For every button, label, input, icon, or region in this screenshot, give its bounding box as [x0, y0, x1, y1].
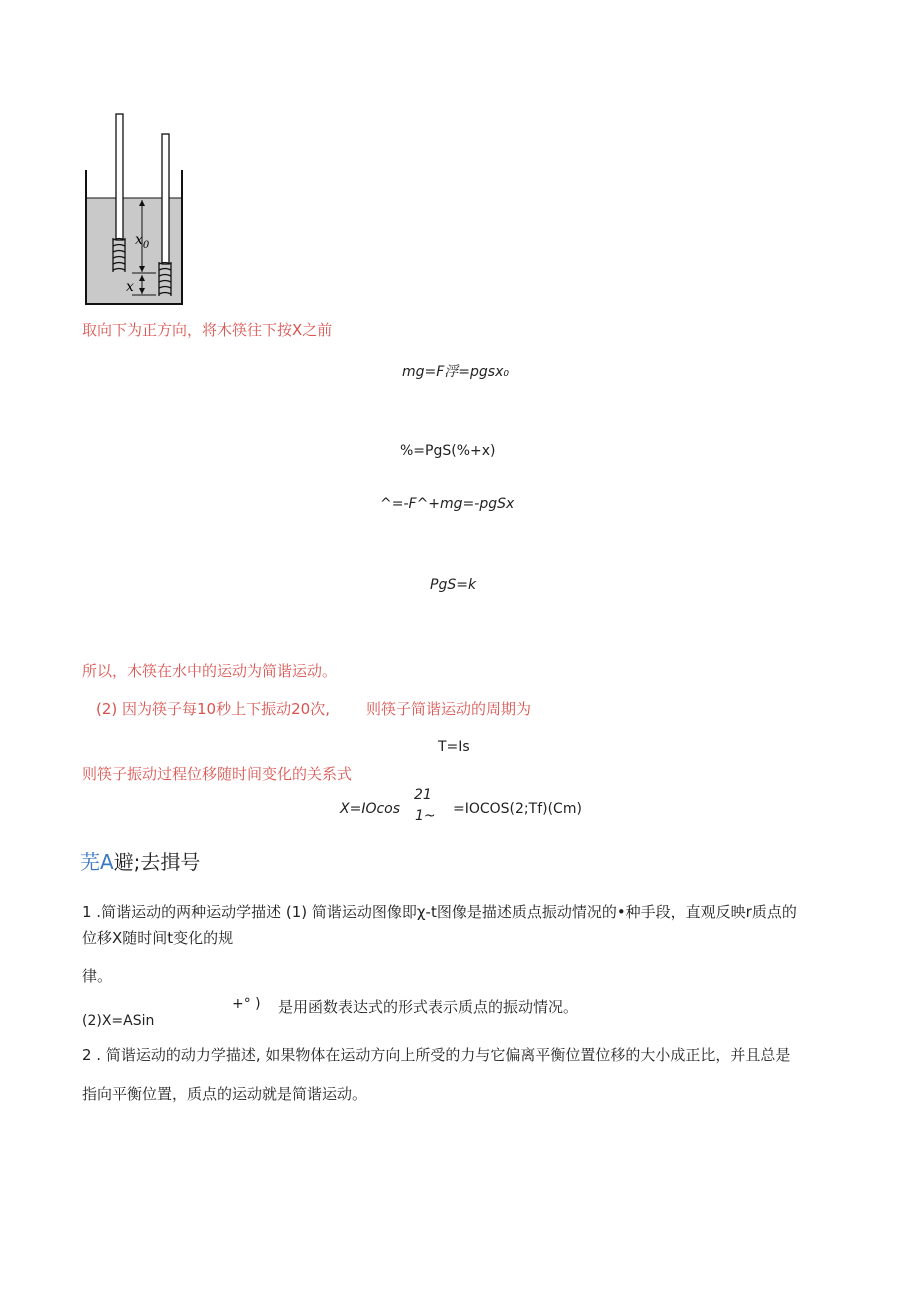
- period-equation: T=Is: [438, 739, 470, 755]
- equation-2: %=PgS(%+x): [400, 443, 496, 459]
- section-heading-rest: 避;去揖号: [113, 850, 201, 874]
- x-equation-frac-bottom: 1~: [415, 808, 436, 824]
- item2-line2: 指向平衡位置，质点的运动就是简谐运动。: [82, 1085, 368, 1103]
- period-paragraph-left: (2) 因为筷子每10秒上下振动20次,: [96, 700, 330, 718]
- period-paragraph-right: 则筷子简谐运动的周期为: [366, 700, 532, 718]
- item1-line3: 律。: [82, 967, 113, 985]
- item1-line2: 位移X随时间t变化的规: [82, 929, 234, 947]
- direction-paragraph: 取向下为正方向，将木筷往下按X之前: [82, 321, 333, 339]
- beaker-figure: [80, 110, 190, 310]
- item2-line1: 2 . 简谐运动的动力学描述, 如果物体在运动方向上所受的力与它偏离平衡位置位移的大小成正比，并且总是: [82, 1046, 791, 1064]
- conclusion-paragraph: 所以，木筷在水中的运动为简谐运动。: [82, 662, 338, 680]
- equation-4: PgS=k: [430, 577, 477, 593]
- x-equation-right: =IOCOS(2;Tf)(Cm): [453, 801, 582, 817]
- x-label: x: [126, 279, 134, 295]
- item1-part2-formula: (2)X=ASin: [82, 1013, 155, 1029]
- x-equation-left: X=IOcos: [340, 801, 401, 817]
- x-equation-frac-top: 21: [414, 787, 432, 803]
- x0-label: $x_0$: [135, 232, 150, 251]
- item1-line1: 1 .简谐运动的两种运动学描述 (1) 简谐运动图像即χ-t图像是描述质点振动情况的•种手段，直观反映r质点的: [82, 903, 797, 921]
- section-heading-prefix: 芜A: [80, 850, 114, 874]
- section-heading: [80, 846, 200, 875]
- equation-1: mg=F浮=pgsx₀: [402, 364, 510, 380]
- equation-3: ^=-F^+mg=-pgSx: [380, 496, 515, 512]
- item1-part2-symbol: +° ): [232, 996, 261, 1012]
- item1-part2-text: 是用函数表达式的形式表示质点的振动情况。: [278, 998, 579, 1016]
- relation-paragraph: 则筷子振动过程位移随时间变化的关系式: [82, 765, 353, 783]
